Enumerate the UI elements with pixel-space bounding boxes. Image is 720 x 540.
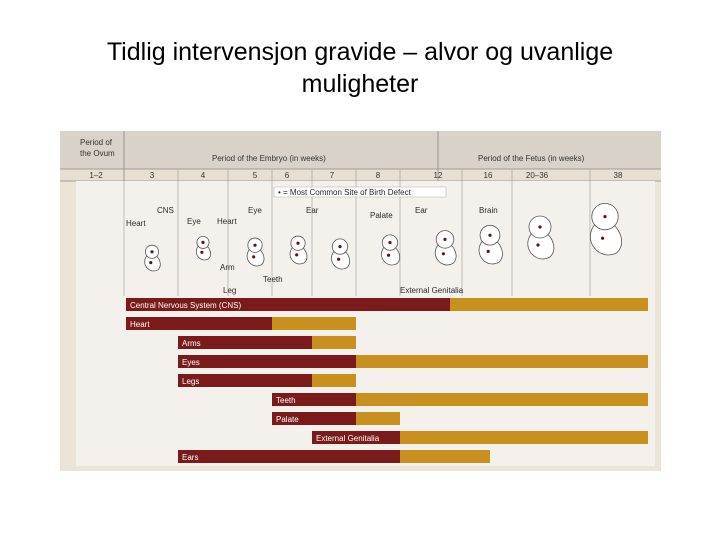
defect-site-dot xyxy=(538,225,541,228)
label-eye-2: Eye xyxy=(248,206,262,215)
label-palate: Palate xyxy=(370,211,393,220)
slide-title xyxy=(20,36,700,100)
period-ovum-line2: the Ovum xyxy=(80,149,115,158)
label-ear-2: Ear xyxy=(415,206,428,215)
period-ovum-line1: Period of xyxy=(80,138,113,147)
bar-minor-sensitivity xyxy=(400,431,648,444)
bar-label: Legs xyxy=(182,377,200,386)
label-ear-1: Ear xyxy=(306,206,319,215)
week-label: 20–36 xyxy=(525,171,549,180)
period-embryo-header: Period of the Embryo (in weeks) xyxy=(212,154,326,163)
label-heart-1: Heart xyxy=(126,219,146,228)
label-heart-2: Heart xyxy=(217,217,237,226)
bar-label: Arms xyxy=(182,339,201,348)
bar-minor-sensitivity xyxy=(312,374,356,387)
defect-site-dot xyxy=(252,255,255,258)
defect-site-dot xyxy=(601,237,604,240)
bar-minor-sensitivity xyxy=(272,317,356,330)
defect-site-dot xyxy=(200,251,203,254)
label-cns: CNS xyxy=(157,206,174,215)
embryo-drawing xyxy=(290,236,307,264)
week-label: 38 xyxy=(613,171,623,180)
defect-site-dot xyxy=(487,250,490,253)
label-external-genitalia: External Genitalia xyxy=(400,286,464,295)
header-band xyxy=(60,131,661,169)
week-label: 12 xyxy=(433,171,443,180)
bar-label: Ears xyxy=(182,453,199,462)
embryo-drawing xyxy=(145,245,161,271)
slide-title-line2: muligheter xyxy=(301,70,419,98)
defect-site-dot xyxy=(338,245,341,248)
embryo-drawing xyxy=(196,236,210,260)
label-brain: Brain xyxy=(479,206,498,215)
embryo-development-figure xyxy=(60,131,661,471)
bar-minor-sensitivity xyxy=(450,298,648,311)
period-fetus-header: Period of the Fetus (in weeks) xyxy=(478,154,585,163)
embryo-drawing xyxy=(435,231,456,265)
bar-label: Teeth xyxy=(276,396,296,405)
bar-minor-sensitivity xyxy=(356,393,648,406)
bar-minor-sensitivity xyxy=(356,412,400,425)
defect-site-dot xyxy=(295,253,298,256)
defect-site-dot xyxy=(149,261,152,264)
week-label: 7 xyxy=(329,171,335,180)
bar-label: Eyes xyxy=(182,358,200,367)
label-arm: Arm xyxy=(220,263,235,272)
label-leg: Leg xyxy=(223,286,237,295)
bar-minor-sensitivity xyxy=(312,336,356,349)
legend-text: • = Most Common Site of Birth Defect xyxy=(278,188,411,197)
embryo-drawing xyxy=(528,216,554,259)
week-label: 8 xyxy=(375,171,381,180)
week-label: 1–2 xyxy=(89,171,103,180)
week-label: 6 xyxy=(284,171,290,180)
defect-site-dot xyxy=(603,215,606,218)
bar-minor-sensitivity xyxy=(400,450,490,463)
slide-title-line1: Tidlig intervensjon gravide – alvor og uvanlige xyxy=(106,38,614,66)
bar-major-sensitivity xyxy=(178,355,356,368)
defect-site-dot xyxy=(296,242,299,245)
label-teeth: Teeth xyxy=(263,275,283,284)
defect-site-dot xyxy=(253,244,256,247)
week-label: 3 xyxy=(149,171,155,180)
label-eye-1: Eye xyxy=(187,217,201,226)
defect-site-dot xyxy=(150,250,153,253)
bar-label: Palate xyxy=(276,415,299,424)
embryo-drawing xyxy=(247,238,264,266)
bar-label: Central Nervous System (CNS) xyxy=(130,301,242,310)
defect-site-dot xyxy=(388,241,391,244)
bar-major-sensitivity xyxy=(178,450,400,463)
defect-site-dot xyxy=(536,243,539,246)
week-label: 5 xyxy=(252,171,258,180)
bar-label: Heart xyxy=(130,320,150,329)
bar-minor-sensitivity xyxy=(356,355,648,368)
defect-site-dot xyxy=(201,241,204,244)
embryo-drawing xyxy=(331,239,349,269)
embryo-drawing xyxy=(381,235,399,265)
figure-svg xyxy=(60,131,661,471)
bar-label: External Genitalia xyxy=(316,434,380,443)
embryo-drawing xyxy=(479,225,502,264)
defect-site-dot xyxy=(442,252,445,255)
defect-site-dot xyxy=(443,238,446,241)
week-label: 4 xyxy=(200,171,206,180)
defect-site-dot xyxy=(337,258,340,261)
defect-site-dot xyxy=(488,234,491,237)
week-label: 16 xyxy=(483,171,493,180)
embryo-drawing xyxy=(590,203,621,255)
defect-site-dot xyxy=(387,254,390,257)
